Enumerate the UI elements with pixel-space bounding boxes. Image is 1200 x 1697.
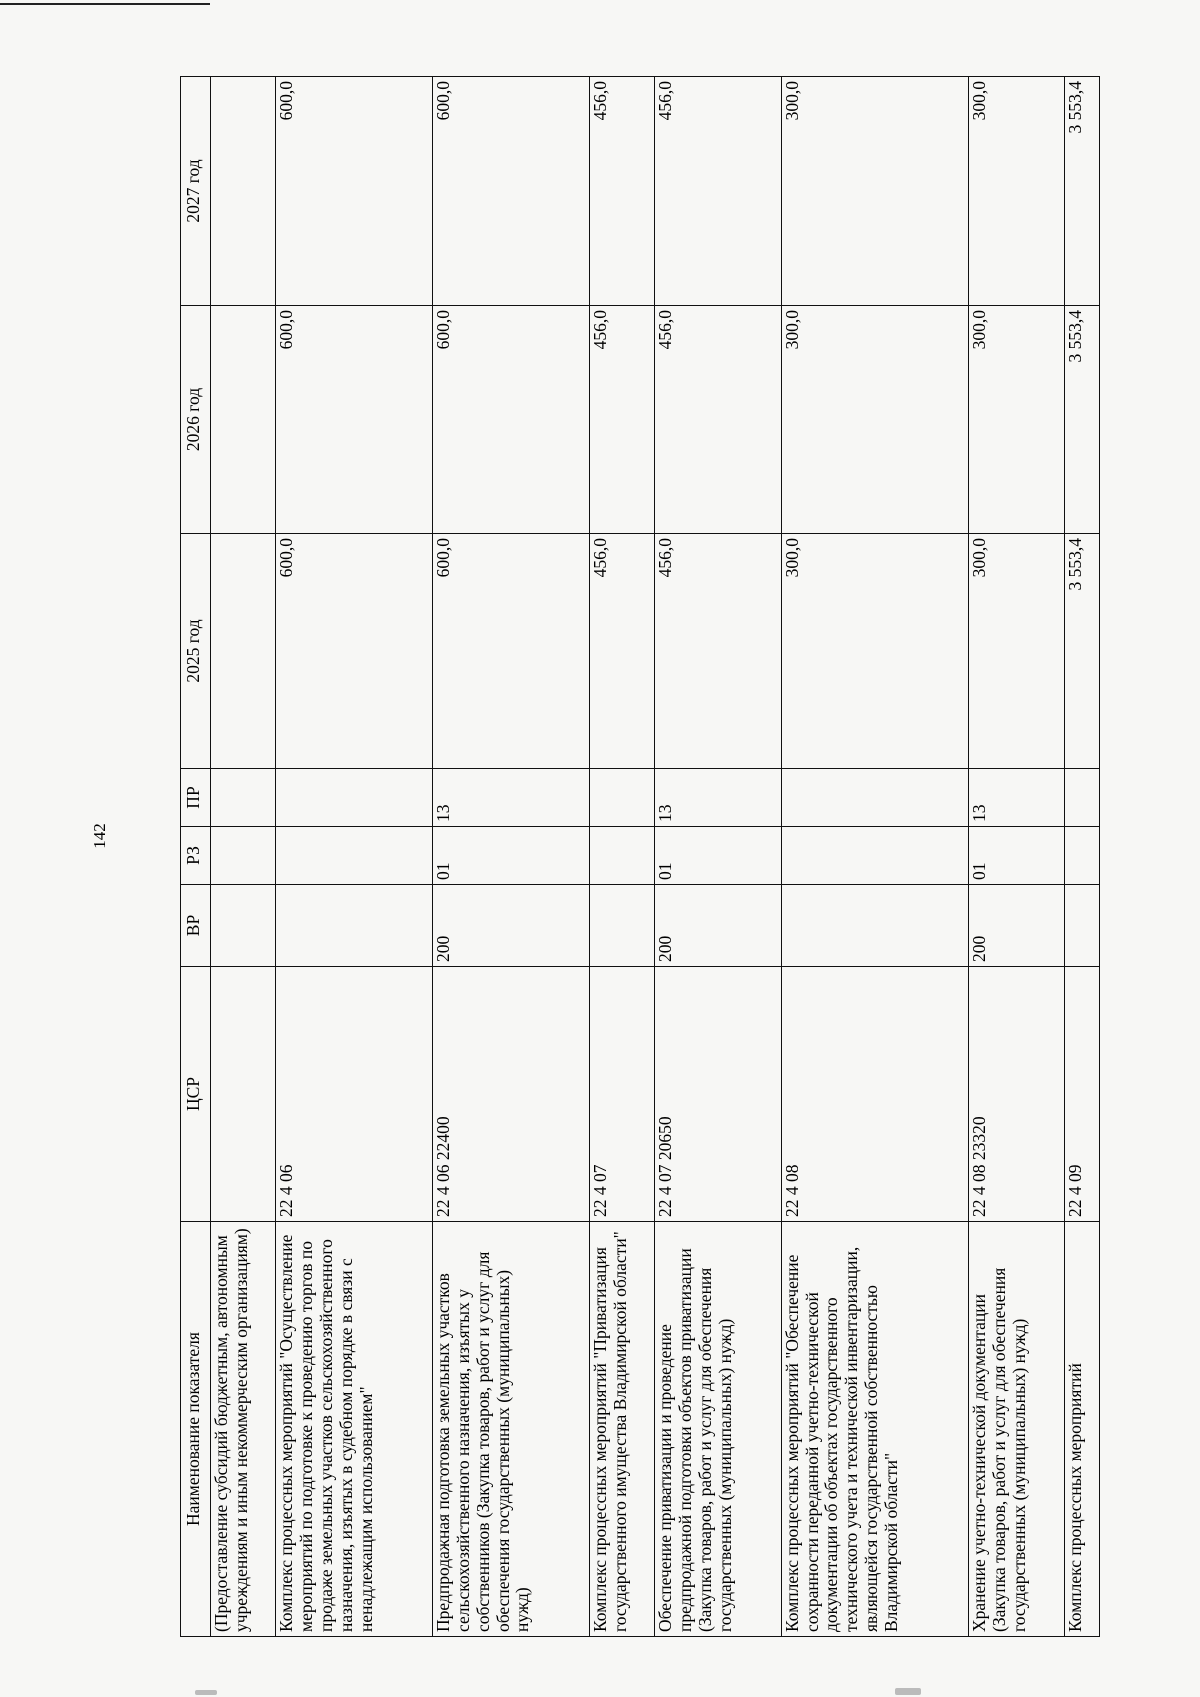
row-vr	[590, 885, 655, 967]
row-vr: 200	[433, 885, 590, 967]
table-row	[781, 77, 968, 1637]
row-rz	[211, 827, 276, 885]
table-row	[590, 77, 655, 1637]
row-pr: 13	[433, 769, 590, 827]
row-2026: 300,0	[968, 306, 1064, 534]
row-vr	[781, 885, 968, 967]
row-rz: 01	[433, 827, 590, 885]
page-number: 142	[90, 823, 109, 849]
row-name: Комплекс процессных мероприятий "Приватизация государственного имущества Владимирской области"	[590, 1222, 655, 1637]
row-name: Комплекс процессных мероприятий	[1064, 1222, 1099, 1637]
row-rz	[781, 827, 968, 885]
header-2025: 2025 год	[181, 534, 211, 769]
row-rz: 01	[655, 827, 781, 885]
row-pr: 13	[655, 769, 781, 827]
row-rz	[1064, 827, 1099, 885]
header-name: Наименование показателя	[181, 1222, 211, 1637]
row-2027: 600,0	[276, 77, 433, 306]
row-2026: 600,0	[433, 306, 590, 534]
row-2027: 456,0	[655, 77, 781, 306]
header-pr: ПР	[181, 769, 211, 827]
row-2027: 456,0	[590, 77, 655, 306]
row-csr: 22 4 09	[1064, 967, 1099, 1222]
row-2026	[211, 306, 276, 534]
row-2026: 600,0	[276, 306, 433, 534]
row-2027: 300,0	[781, 77, 968, 306]
scan-speck	[195, 1690, 217, 1695]
table-row	[276, 77, 433, 1637]
row-2026: 300,0	[781, 306, 968, 534]
row-name: (Предоставление субсидий бюджетным, автономным учреждениям и иным некоммерческим организациям)	[211, 1222, 276, 1637]
header-vr: ВР	[181, 885, 211, 967]
row-2025: 300,0	[781, 534, 968, 769]
row-name: Предпродажная подготовка земельных участков сельскохозяйственного назначения, изъятых у собственников (Закупка товаров, работ и услуг для обеспечения государственных (муниципальных) нужд)	[433, 1222, 590, 1637]
table-row	[968, 77, 1064, 1637]
row-name: Хранение учетно-технической документации (Закупка товаров, работ и услуг для обеспечения государственных (муниципальных) нужд)	[968, 1222, 1064, 1637]
table-row	[655, 77, 781, 1637]
row-pr: 13	[968, 769, 1064, 827]
header-csr: ЦСР	[181, 967, 211, 1222]
row-rz	[590, 827, 655, 885]
row-csr: 22 4 07 20650	[655, 967, 781, 1222]
row-csr	[211, 967, 276, 1222]
row-vr	[211, 885, 276, 967]
row-pr	[1064, 769, 1099, 827]
table-header-row	[181, 77, 211, 1637]
row-name: Комплекс процессных мероприятий "Обеспечение сохранности переданной учетно-технической документации об объектах государственного технического учета и технической инвентаризации, являющейся государственной собственностью Владимирской области"	[781, 1222, 968, 1637]
rotated-table-container	[180, 77, 1100, 1637]
row-2025	[211, 534, 276, 769]
row-vr	[1064, 885, 1099, 967]
row-name: Комплекс процессных мероприятий "Осуществление мероприятий по подготовке к проведению торгов по продаже земельных участков сельскохозяйственного назначения, изъятых в судебном порядке в связи с ненадлежащим использованием"	[276, 1222, 433, 1637]
row-rz	[276, 827, 433, 885]
row-pr	[781, 769, 968, 827]
table-row	[433, 77, 590, 1637]
row-2026: 456,0	[590, 306, 655, 534]
row-csr: 22 4 08	[781, 967, 968, 1222]
row-2025: 600,0	[276, 534, 433, 769]
row-2027: 600,0	[433, 77, 590, 306]
row-vr: 200	[655, 885, 781, 967]
scan-speck	[895, 1688, 921, 1695]
row-csr: 22 4 07	[590, 967, 655, 1222]
row-pr	[276, 769, 433, 827]
row-2027: 300,0	[968, 77, 1064, 306]
table-row	[1064, 77, 1099, 1637]
budget-table	[180, 76, 1100, 1637]
header-rz: РЗ	[181, 827, 211, 885]
row-pr	[590, 769, 655, 827]
row-vr: 200	[968, 885, 1064, 967]
row-rz: 01	[968, 827, 1064, 885]
row-csr: 22 4 08 23320	[968, 967, 1064, 1222]
row-2025: 300,0	[968, 534, 1064, 769]
header-2027: 2027 год	[181, 77, 211, 306]
row-pr	[211, 769, 276, 827]
row-2025: 456,0	[590, 534, 655, 769]
row-vr	[276, 885, 433, 967]
header-2026: 2026 год	[181, 306, 211, 534]
row-2027: 3 553,4	[1064, 77, 1099, 306]
row-csr: 22 4 06 22400	[433, 967, 590, 1222]
row-2027	[211, 77, 276, 306]
row-name: Обеспечение приватизации и проведение предпродажной подготовки объектов приватизации (Закупка товаров, работ и услуг для обеспечения государственных (муниципальных) нужд)	[655, 1222, 781, 1637]
row-2025: 600,0	[433, 534, 590, 769]
table-row	[211, 77, 276, 1637]
row-2026: 456,0	[655, 306, 781, 534]
scan-edge-line	[0, 3, 210, 5]
row-2025: 456,0	[655, 534, 781, 769]
row-2025: 3 553,4	[1064, 534, 1099, 769]
row-2026: 3 553,4	[1064, 306, 1099, 534]
row-csr: 22 4 06	[276, 967, 433, 1222]
